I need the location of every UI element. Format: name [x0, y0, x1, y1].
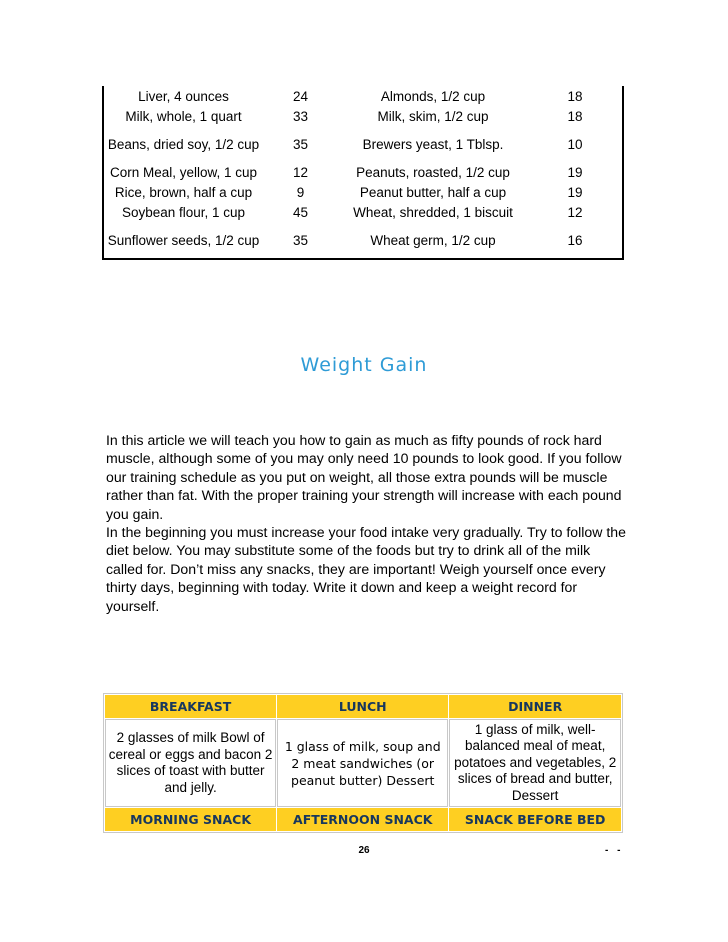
grams-cell: 45 [292, 204, 309, 220]
table-row [103, 86, 623, 106]
grams-cell: 12 [567, 204, 583, 220]
table-row [103, 106, 623, 126]
table-row [103, 182, 623, 202]
food-cell: Beans, dried soy, 1/2 cup [107, 136, 260, 152]
meal-header-dinner: DINNER [449, 695, 621, 718]
food-cell: Soybean flour, 1 cup [121, 204, 246, 220]
table-row [103, 162, 623, 182]
grams-cell: 35 [292, 232, 309, 248]
food-cell: Wheat, shredded, 1 biscuit [353, 204, 513, 220]
grams-cell: 33 [292, 108, 309, 124]
protein-table [102, 86, 624, 260]
table-row [103, 222, 623, 259]
food-cell: Almonds, 1/2 cup [380, 88, 486, 104]
food-cell: Milk, skim, 1/2 cup [377, 108, 489, 124]
snack-afternoon: AFTERNOON SNACK [277, 808, 448, 831]
grams-cell: 19 [567, 184, 583, 200]
meal-body-row [105, 719, 621, 807]
food-cell: Brewers yeast, 1 Tblsp. [362, 136, 504, 152]
table-row [103, 202, 623, 222]
meal-table [104, 694, 622, 832]
food-cell: Corn Meal, yellow, 1 cup [109, 164, 258, 180]
food-cell: Wheat germ, 1/2 cup [370, 232, 496, 248]
meal-header-lunch: LUNCH [277, 695, 448, 718]
table-row [103, 126, 623, 162]
grams-cell: 12 [292, 164, 309, 180]
section-heading: Weight Gain [300, 354, 428, 376]
food-cell: Rice, brown, half a cup [114, 184, 253, 200]
grams-cell: 9 [296, 184, 305, 200]
paragraph: In the beginning you must increase your food intake very gradually. Try to follow the diet below. You may substitute some of the foods but try to drink all of the milk called for. Don’t miss any snacks, they are important! Weigh yourself once every thirty days, beginning with today. Write it down and keep a weight record for yourself. [106, 524, 626, 614]
snack-morning: MORNING SNACK [105, 808, 276, 831]
grams-cell: 16 [567, 232, 583, 248]
food-cell: Liver, 4 ounces [138, 88, 229, 104]
meal-header-breakfast: BREAKFAST [105, 695, 276, 718]
meal-plan-table [103, 693, 623, 833]
grams-cell: 18 [567, 108, 583, 124]
food-cell: Peanut butter, half a cup [359, 184, 507, 200]
snack-before-bed: SNACK BEFORE BED [449, 808, 621, 831]
meal-header-row [105, 695, 621, 718]
grams-cell: 18 [567, 88, 583, 104]
grams-cell: 19 [567, 164, 583, 180]
grams-cell: 10 [567, 136, 583, 152]
page-number: 26 [358, 845, 370, 856]
meal-dinner: 1 glass of milk, well-balanced meal of meat, potatoes and vegetables, 2 slices of bread and butter, Dessert [449, 719, 621, 807]
snack-row [105, 808, 621, 831]
grams-cell: 35 [292, 136, 309, 152]
grams-cell: 24 [292, 88, 309, 104]
meal-breakfast: 2 glasses of milk Bowl of cereal or eggs and bacon 2 slices of toast with butter and jelly. [105, 719, 276, 807]
footer-marks: - - [605, 845, 624, 856]
paragraph: In this article we will teach you how to gain as much as fifty pounds of rock hard muscle, although some of you may only need 10 pounds to look good. If you follow our training schedule as you put on weight, all those extra pounds will be muscle rather than fat. With the proper training your strength will increase with each pound you gain. [106, 432, 622, 522]
food-cell: Sunflower seeds, 1/2 cup [107, 232, 260, 248]
food-cell: Peanuts, roasted, 1/2 cup [356, 164, 510, 180]
food-cell: Milk, whole, 1 quart [125, 108, 242, 124]
meal-lunch: 1 glass of milk, soup and 2 meat sandwiches (or peanut butter) Dessert [277, 719, 448, 807]
